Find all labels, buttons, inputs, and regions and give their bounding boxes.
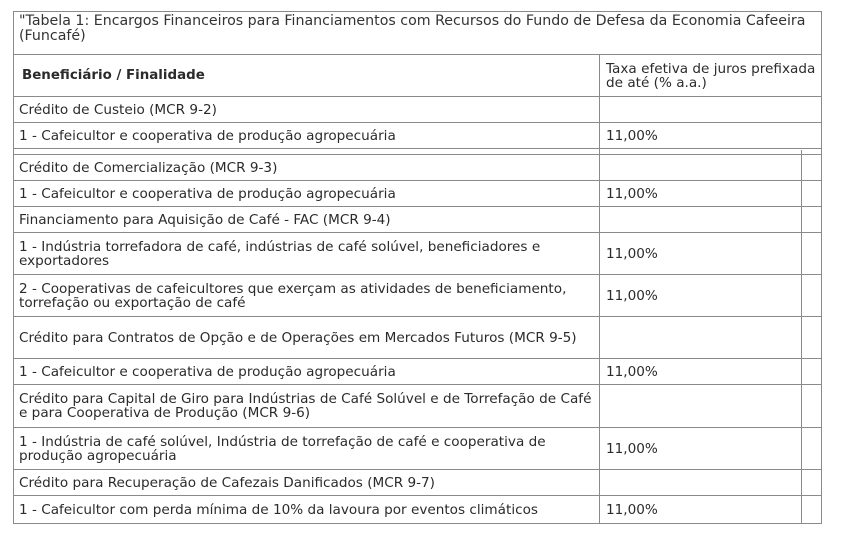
table-row: [13, 358, 822, 384]
row-label: 1 - Cafeicultor com perda mínima de 10% da lavoura por eventos climáticos: [19, 501, 538, 518]
table-row: [13, 316, 822, 358]
table-row: [13, 495, 822, 524]
row-label: Crédito de Comercialização (MCR 9-3): [19, 159, 278, 176]
table-row: [13, 180, 822, 206]
row-label: 1 - Cafeicultor e cooperativa de produção agropecuária: [19, 185, 396, 202]
row-rate: [599, 97, 822, 122]
row-rate: 11,00%: [599, 359, 822, 384]
row-rate: 11,00%: [599, 233, 822, 274]
row-label: Crédito para Contratos de Opção e de Operações em Mercados Futuros (MCR 9-5): [19, 329, 577, 346]
table-row: [13, 384, 822, 427]
row-label: 1 - Indústria de café solúvel, Indústria de torrefação de café e cooperativa de produção agropecuária: [19, 433, 546, 464]
row-rate: [599, 317, 822, 358]
row-label: 1 - Indústria torrefadora de café, indústrias de café solúvel, beneficiadores e exportadores: [19, 238, 541, 269]
row-rate: [599, 470, 822, 495]
row-rate: [599, 155, 822, 180]
header-beneficiario: Beneficiário / Finalidade: [22, 67, 205, 83]
table-caption: "Tabela 1: Encargos Financeiros para Financiamentos com Recursos do Fundo de Defesa da Economia Cafeeira (Funcafé): [19, 13, 806, 44]
row-label: Crédito para Capital de Giro para Indústrias de Café Solúvel e de Torrefação de Café e para Cooperativa de Produção (MCR 9-6): [19, 391, 592, 421]
row-rate: [599, 207, 822, 232]
table-row: [13, 469, 822, 495]
row-rate: 11,00%: [599, 275, 822, 316]
row-rate: 11,00%: [599, 181, 822, 206]
row-rate: [599, 385, 822, 427]
row-rate: 11,00%: [599, 496, 822, 523]
table-row: [13, 427, 822, 469]
header-taxa: Taxa efetiva de juros prefixada de até (% a.a.): [599, 55, 822, 96]
table-row: [13, 154, 822, 180]
row-label: Crédito de Custeio (MCR 9-2): [19, 101, 217, 118]
table-row: [13, 206, 822, 232]
row-label: 2 - Cooperativas de cafeicultores que exerçam as atividades de beneficiamento, torrefação ou exportação de café: [19, 280, 567, 311]
row-label: Crédito para Recuperação de Cafezais Danificados (MCR 9-7): [19, 474, 435, 491]
table-row: [13, 274, 822, 316]
table-caption-row: [13, 11, 822, 54]
row-rate: 11,00%: [599, 123, 822, 148]
column-divider: [801, 150, 802, 524]
row-rate: 11,00%: [599, 428, 822, 469]
table-header-row: [13, 54, 822, 96]
table-row: [13, 232, 822, 274]
table-row: [13, 96, 822, 122]
row-label: 1 - Cafeicultor e cooperativa de produção agropecuária: [19, 127, 396, 144]
table-row: [13, 122, 822, 148]
row-label: 1 - Cafeicultor e cooperativa de produção agropecuária: [19, 363, 396, 380]
row-label: Financiamento para Aquisição de Café - FAC (MCR 9-4): [19, 211, 391, 228]
